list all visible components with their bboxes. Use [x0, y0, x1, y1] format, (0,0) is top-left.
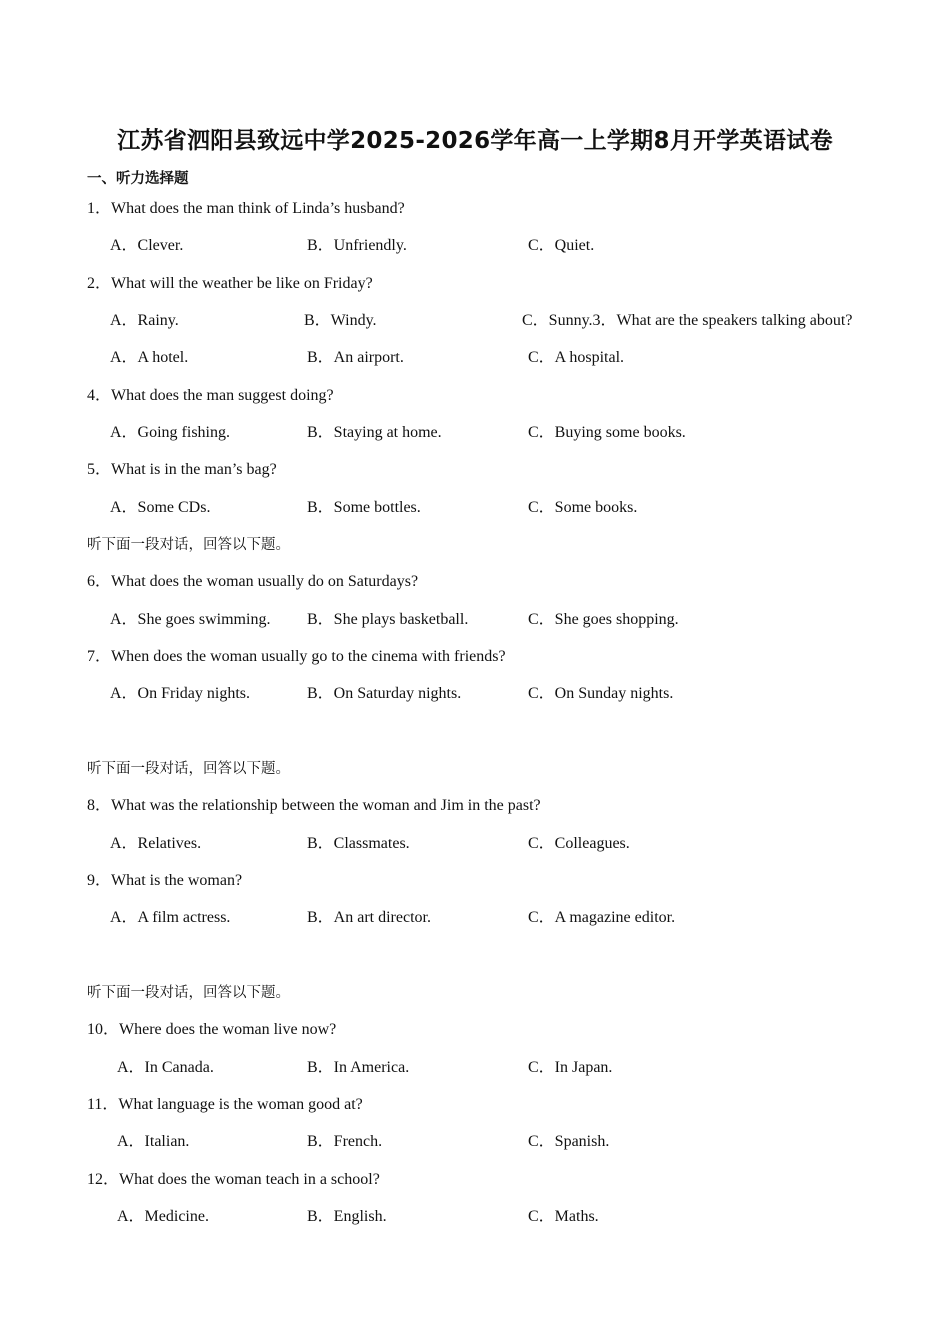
q2-option-c: C．Sunny.3．What are the speakers talking about? [522, 312, 853, 329]
question-6: 6．What does the woman usually do on Saturdays? [87, 573, 419, 590]
q8-option-a: A．Relatives. [110, 835, 202, 852]
question-1: 1．What does the man think of Linda’s husband? [87, 200, 405, 217]
page-title: 江苏省泗阳县致远中学2025-2026学年高一上学期8月开学英语试卷 [117, 128, 833, 154]
q5-option-b: B．Some bottles. [307, 499, 421, 516]
q5-option-c: C．Some books. [528, 499, 638, 516]
q1-option-b: B．Unfriendly. [307, 237, 407, 254]
q6-option-a: A．She goes swimming. [110, 611, 271, 628]
q3-option-a: A．A hotel. [110, 349, 189, 366]
question-2: 2．What will the weather be like on Friday? [87, 275, 373, 292]
question-12: 12．What does the woman teach in a school? [87, 1171, 380, 1188]
listening-note: 听下面一段对话，回答以下题。 [87, 761, 290, 777]
section-heading: 一、听力选择题 [87, 171, 189, 187]
q2-option-b: B．Windy. [304, 312, 377, 329]
listening-note: 听下面一段对话，回答以下题。 [87, 985, 290, 1001]
q5-option-a: A．Some CDs. [110, 499, 211, 516]
q8-option-b: B．Classmates. [307, 835, 410, 852]
q9-option-c: C．A magazine editor. [528, 909, 676, 926]
q1-option-a: A．Clever. [110, 237, 184, 254]
q10-option-c: C．In Japan. [528, 1059, 613, 1076]
q2-option-a: A．Rainy. [110, 312, 179, 329]
q4-option-a: A．Going fishing. [110, 424, 231, 441]
q1-option-c: C．Quiet. [528, 237, 595, 254]
q11-option-b: B．French. [307, 1133, 383, 1150]
q11-option-a: A．Italian. [117, 1133, 190, 1150]
question-4: 4．What does the man suggest doing? [87, 387, 334, 404]
q9-option-a: A．A film actress. [110, 909, 231, 926]
question-9: 9．What is the woman? [87, 872, 243, 889]
question-5: 5．What is in the man’s bag? [87, 461, 277, 478]
question-8: 8．What was the relationship between the woman and Jim in the past? [87, 797, 541, 814]
question-11: 11．What language is the woman good at? [87, 1096, 363, 1113]
q4-option-b: B．Staying at home. [307, 424, 442, 441]
q6-option-b: B．She plays basketball. [307, 611, 469, 628]
q6-option-c: C．She goes shopping. [528, 611, 679, 628]
question-7: 7．When does the woman usually go to the cinema with friends? [87, 648, 506, 665]
q9-option-b: B．An art director. [307, 909, 431, 926]
q10-option-a: A．In Canada. [117, 1059, 214, 1076]
question-10: 10．Where does the woman live now? [87, 1021, 337, 1038]
q10-option-b: B．In America. [307, 1059, 410, 1076]
q4-option-c: C．Buying some books. [528, 424, 686, 441]
q8-option-c: C．Colleagues. [528, 835, 630, 852]
q12-option-b: B．English. [307, 1208, 387, 1225]
q7-option-b: B．On Saturday nights. [307, 685, 462, 702]
q12-option-c: C．Maths. [528, 1208, 599, 1225]
q11-option-c: C．Spanish. [528, 1133, 610, 1150]
listening-note: 听下面一段对话，回答以下题。 [87, 537, 290, 553]
q7-option-a: A．On Friday nights. [110, 685, 251, 702]
q7-option-c: C．On Sunday nights. [528, 685, 674, 702]
q12-option-a: A．Medicine. [117, 1208, 209, 1225]
q3-option-c: C．A hospital. [528, 349, 625, 366]
q3-option-b: B．An airport. [307, 349, 404, 366]
